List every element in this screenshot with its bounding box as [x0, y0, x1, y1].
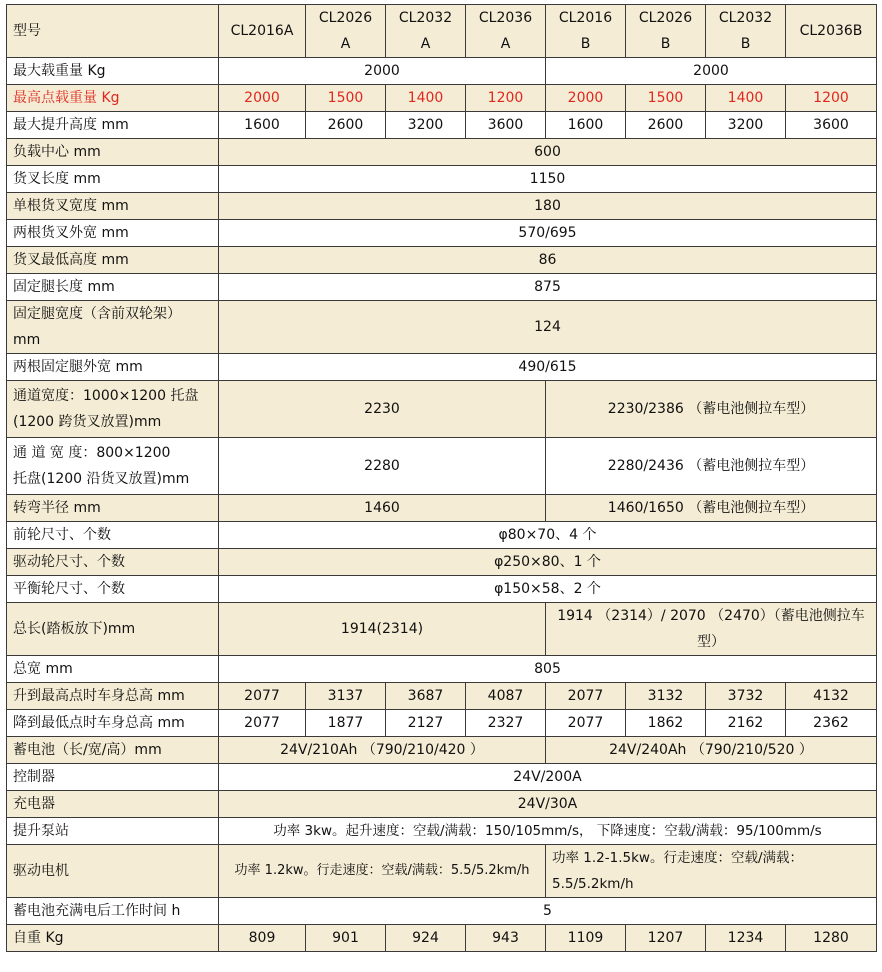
row-label: 负载中心 mm [7, 139, 219, 166]
cell-value: 1600 [546, 112, 626, 139]
row-label: 两根货叉外宽 mm [7, 220, 219, 247]
cell-value: 124 [219, 301, 877, 354]
row-label: 充电器 [7, 791, 219, 818]
cell-value: 180 [219, 193, 877, 220]
cell-value: 1460/1650 （蓄电池侧拉车型） [546, 495, 877, 522]
table-row [7, 925, 877, 952]
cell-value: 1207 [626, 925, 706, 952]
table-row [7, 818, 877, 845]
table-row [7, 381, 877, 438]
cell-value: 3200 [386, 112, 466, 139]
row-label: 单根货叉宽度 mm [7, 193, 219, 220]
row-label: 升到最高点时车身总高 mm [7, 683, 219, 710]
cell-value: 2162 [706, 710, 786, 737]
row-label: 最大提升高度 mm [7, 112, 219, 139]
row-label: 固定腿长度 mm [7, 274, 219, 301]
cell-value: 2077 [546, 710, 626, 737]
cell-value: 809 [219, 925, 306, 952]
row-label: 前轮尺寸、个数 [7, 522, 219, 549]
cell-value: 943 [466, 925, 546, 952]
cell-value: 功率 1.2-1.5kw。行走速度：空载/满载： 5.5/5.2km/h [546, 845, 877, 898]
table-row [7, 139, 877, 166]
cell-value: 1460 [219, 495, 546, 522]
cell-value: 1914(2314) [219, 603, 546, 656]
cell-value: 1280 [786, 925, 877, 952]
row-label: 自重 Kg [7, 925, 219, 952]
cell-value: 1109 [546, 925, 626, 952]
header-row [7, 5, 877, 58]
cell-value: 1234 [706, 925, 786, 952]
cell-value: 1914 （2314）/ 2070 （2470）（蓄电池侧拉车型） [546, 603, 877, 656]
table-row [7, 438, 877, 495]
cell-value: 1877 [306, 710, 386, 737]
cell-value: 24V/240Ah （790/210/520 ） [546, 737, 877, 764]
row-label: 总长(踏板放下)mm [7, 603, 219, 656]
row-label: 驱动电机 [7, 845, 219, 898]
row-label: 两根固定腿外宽 mm [7, 354, 219, 381]
table-row [7, 656, 877, 683]
cell-value: 3137 [306, 683, 386, 710]
cell-value: 3600 [466, 112, 546, 139]
table-row [7, 495, 877, 522]
cell-value: 2077 [219, 710, 306, 737]
cell-value: 2000 [546, 58, 877, 85]
cell-value: 2000 [219, 85, 306, 112]
cell-value: 2600 [626, 112, 706, 139]
row-label: 蓄电池充满电后工作时间 h [7, 898, 219, 925]
table-row [7, 522, 877, 549]
table-row [7, 764, 877, 791]
cell-value: 3732 [706, 683, 786, 710]
table-row [7, 354, 877, 381]
cell-value: 1200 [786, 85, 877, 112]
cell-value: 1150 [219, 166, 877, 193]
cell-value: 2327 [466, 710, 546, 737]
cell-value: 86 [219, 247, 877, 274]
cell-value: 2077 [219, 683, 306, 710]
cell-value: 924 [386, 925, 466, 952]
model-header: CL2032 A [386, 5, 466, 58]
spec-table [6, 4, 877, 952]
table-row [7, 112, 877, 139]
row-label: 驱动轮尺寸、个数 [7, 549, 219, 576]
cell-value: 2280/2436 （蓄电池侧拉车型） [546, 438, 877, 495]
table-row-highlight [7, 85, 877, 112]
row-label: 蓄电池（长/宽/高）mm [7, 737, 219, 764]
cell-value: 3600 [786, 112, 877, 139]
cell-value: 1500 [306, 85, 386, 112]
model-header: CL2016A [219, 5, 306, 58]
cell-value: 24V/30A [219, 791, 877, 818]
row-label: 货叉长度 mm [7, 166, 219, 193]
row-label: 转弯半径 mm [7, 495, 219, 522]
cell-value: 功率 3kw。起升速度：空载/满载：150/105mm/s， 下降速度：空载/满载：95/100mm/s [219, 818, 877, 845]
table-row [7, 603, 877, 656]
cell-value: 1500 [626, 85, 706, 112]
cell-value: 1400 [706, 85, 786, 112]
table-row [7, 791, 877, 818]
row-label: 平衡轮尺寸、个数 [7, 576, 219, 603]
table-row [7, 576, 877, 603]
row-label: 固定腿宽度（含前双轮架） mm [7, 301, 219, 354]
cell-value: 2230/2386 （蓄电池侧拉车型） [546, 381, 877, 438]
cell-value: 1862 [626, 710, 706, 737]
model-header: CL2016 B [546, 5, 626, 58]
cell-value: 功率 1.2kw。行走速度：空载/满载：5.5/5.2km/h [219, 845, 546, 898]
cell-value: 24V/210Ah （790/210/420 ） [219, 737, 546, 764]
cell-value: 901 [306, 925, 386, 952]
table-row [7, 166, 877, 193]
table-row [7, 247, 877, 274]
model-header: CL2032 B [706, 5, 786, 58]
table-row [7, 683, 877, 710]
row-label: 最大载重量 Kg [7, 58, 219, 85]
row-label: 通 道 宽 度：800×1200 托盘(1200 沿货叉放置)mm [7, 438, 219, 495]
cell-value: φ250×80、1 个 [219, 549, 877, 576]
cell-value: 490/615 [219, 354, 877, 381]
row-label: 提升泵站 [7, 818, 219, 845]
row-label: 最高点载重量 Kg [7, 85, 219, 112]
cell-value: 3200 [706, 112, 786, 139]
cell-value: φ80×70、4 个 [219, 522, 877, 549]
cell-value: 2077 [546, 683, 626, 710]
cell-value: 1200 [466, 85, 546, 112]
row-label: 总宽 mm [7, 656, 219, 683]
table-row [7, 898, 877, 925]
table-row [7, 274, 877, 301]
row-label: 降到最低点时车身总高 mm [7, 710, 219, 737]
cell-value: 2000 [546, 85, 626, 112]
cell-value: 2230 [219, 381, 546, 438]
table-row [7, 58, 877, 85]
cell-value: 4132 [786, 683, 877, 710]
cell-value: 2127 [386, 710, 466, 737]
cell-value: 5 [219, 898, 877, 925]
table-row [7, 193, 877, 220]
cell-value: 2362 [786, 710, 877, 737]
row-label: 货叉最低高度 mm [7, 247, 219, 274]
cell-value: 570/695 [219, 220, 877, 247]
cell-value: φ150×58、2 个 [219, 576, 877, 603]
cell-value: 2280 [219, 438, 546, 495]
cell-value: 3687 [386, 683, 466, 710]
row-label: 通道宽度：1000×1200 托盘 (1200 跨货叉放置)mm [7, 381, 219, 438]
cell-value: 805 [219, 656, 877, 683]
cell-value: 600 [219, 139, 877, 166]
cell-value: 2000 [219, 58, 546, 85]
model-header: CL2036 A [466, 5, 546, 58]
row-label: 控制器 [7, 764, 219, 791]
cell-value: 875 [219, 274, 877, 301]
table-row [7, 220, 877, 247]
table-row [7, 549, 877, 576]
table-row [7, 737, 877, 764]
cell-value: 4087 [466, 683, 546, 710]
model-header: CL2026 B [626, 5, 706, 58]
cell-value: 24V/200A [219, 764, 877, 791]
model-header: CL2036B [786, 5, 877, 58]
table-row [7, 710, 877, 737]
model-label: 型号 [7, 5, 219, 58]
table-row [7, 301, 877, 354]
cell-value: 2600 [306, 112, 386, 139]
cell-value: 1600 [219, 112, 306, 139]
model-header: CL2026 A [306, 5, 386, 58]
cell-value: 1400 [386, 85, 466, 112]
cell-value: 3132 [626, 683, 706, 710]
table-row [7, 845, 877, 898]
